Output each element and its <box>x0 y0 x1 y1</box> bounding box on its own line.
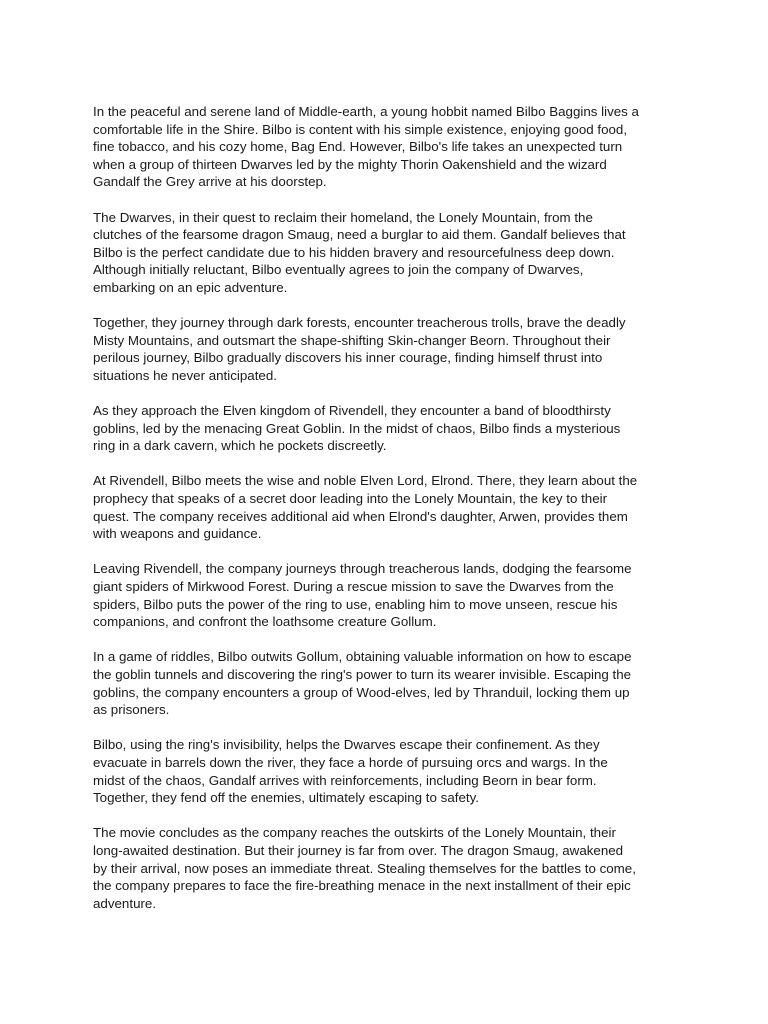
text-line: as prisoners. <box>93 702 170 718</box>
paragraph <box>93 209 683 297</box>
text-line: In the peaceful and serene land of Middle-earth, a young hobbit named Bilbo Baggins lives a <box>93 104 639 119</box>
text-line: fine tobacco, and his cozy home, Bag End. However, Bilbo's life takes an unexpected turn <box>93 139 623 155</box>
paragraph <box>93 824 683 912</box>
text-line: As they approach the Elven kingdom of Rivendell, they encounter a band of bloodthirsty <box>93 403 611 419</box>
text-line: Bilbo is the perfect candidate due to his hidden bravery and resourcefulness deep down. <box>93 244 615 260</box>
paragraph <box>93 402 683 455</box>
text-line: comfortable life in the Shire. Bilbo is content with his simple existence, enjoying good food, <box>93 121 628 137</box>
text-line: In a game of riddles, Bilbo outwits Gollum, obtaining valuable information on how to escape <box>93 649 632 665</box>
text-line: goblins, led by the menacing Great Goblin. In the midst of chaos, Bilbo finds a mysterious <box>93 420 621 436</box>
text-line: when a group of thirteen Dwarves led by the mighty Thorin Oakenshield and the wizard <box>93 156 607 172</box>
text-line: long-awaited destination. But their journey is far from over. The dragon Smaug, awakened <box>93 842 624 858</box>
text-line: by their arrival, now poses an immediate threat. Stealing themselves for the battles to come, <box>93 860 636 876</box>
document-body <box>93 103 683 930</box>
text-line: clutches of the fearsome dragon Smaug, need a burglar to aid them. Gandalf believes that <box>93 227 626 243</box>
text-line: Misty Mountains, and outsmart the shape-shifting Skin-changer Beorn. Throughout their <box>93 332 611 348</box>
text-line: the company prepares to face the fire-breathing menace in the next installment of their epic <box>93 878 631 894</box>
paragraph <box>93 472 683 542</box>
text-line: situations he never anticipated. <box>93 367 277 383</box>
text-line: prophecy that speaks of a secret door leading into the Lonely Mountain, the key to their <box>93 491 608 507</box>
text-line: adventure. <box>93 895 157 911</box>
paragraph <box>93 103 683 191</box>
text-line: ring in a dark cavern, which he pockets discreetly. <box>93 438 387 454</box>
text-line: embarking on an epic adventure. <box>93 279 288 295</box>
text-line: The Dwarves, in their quest to reclaim their homeland, the Lonely Mountain, from the <box>93 209 593 225</box>
text-line: Leaving Rivendell, the company journeys through treacherous lands, dodging the fearsome <box>93 561 632 577</box>
text-line: with weapons and guidance. <box>93 526 262 542</box>
text-line: midst of the chaos, Gandalf arrives with reinforcements, including Beorn in bear form. <box>93 772 597 788</box>
text-line: spiders, Bilbo puts the power of the ring to use, enabling him to move unseen, rescue his <box>93 596 618 612</box>
text-line: the goblin tunnels and discovering the ring's power to turn its wearer invisible. Escaping the <box>93 667 632 682</box>
text-line: The movie concludes as the company reaches the outskirts of the Lonely Mountain, their <box>93 825 616 841</box>
text-line: quest. The company receives additional aid when Elrond's daughter, Arwen, provides them <box>93 508 628 524</box>
text-line: Bilbo, using the ring's invisibility, helps the Dwarves escape their confinement. As they <box>93 737 600 753</box>
text-line: Together, they fend off the enemies, ultimately escaping to safety. <box>93 790 479 806</box>
text-line: companions, and confront the loathsome creature Gollum. <box>93 614 437 630</box>
text-line: At Rivendell, Bilbo meets the wise and noble Elven Lord, Elrond. There, they learn about the <box>93 473 638 489</box>
paragraph <box>93 736 683 806</box>
text-line: Although initially reluctant, Bilbo eventually agrees to join the company of Dwarves, <box>93 262 584 278</box>
text-line: Gandalf the Grey arrive at his doorstep. <box>93 174 327 190</box>
paragraph <box>93 314 683 384</box>
text-line: giant spiders of Mirkwood Forest. During a rescue mission to save the Dwarves from the <box>93 579 614 595</box>
text-line: evacuate in barrels down the river, they face a horde of pursuing orcs and wargs. In the <box>93 754 608 770</box>
text-line: Together, they journey through dark forests, encounter treacherous trolls, brave the deadly <box>93 315 626 331</box>
text-line: perilous journey, Bilbo gradually discovers his inner courage, finding himself thrust into <box>93 350 603 366</box>
paragraph <box>93 648 683 718</box>
paragraph <box>93 560 683 630</box>
text-line: goblins, the company encounters a group of Wood-elves, led by Thranduil, locking them up <box>93 684 630 700</box>
